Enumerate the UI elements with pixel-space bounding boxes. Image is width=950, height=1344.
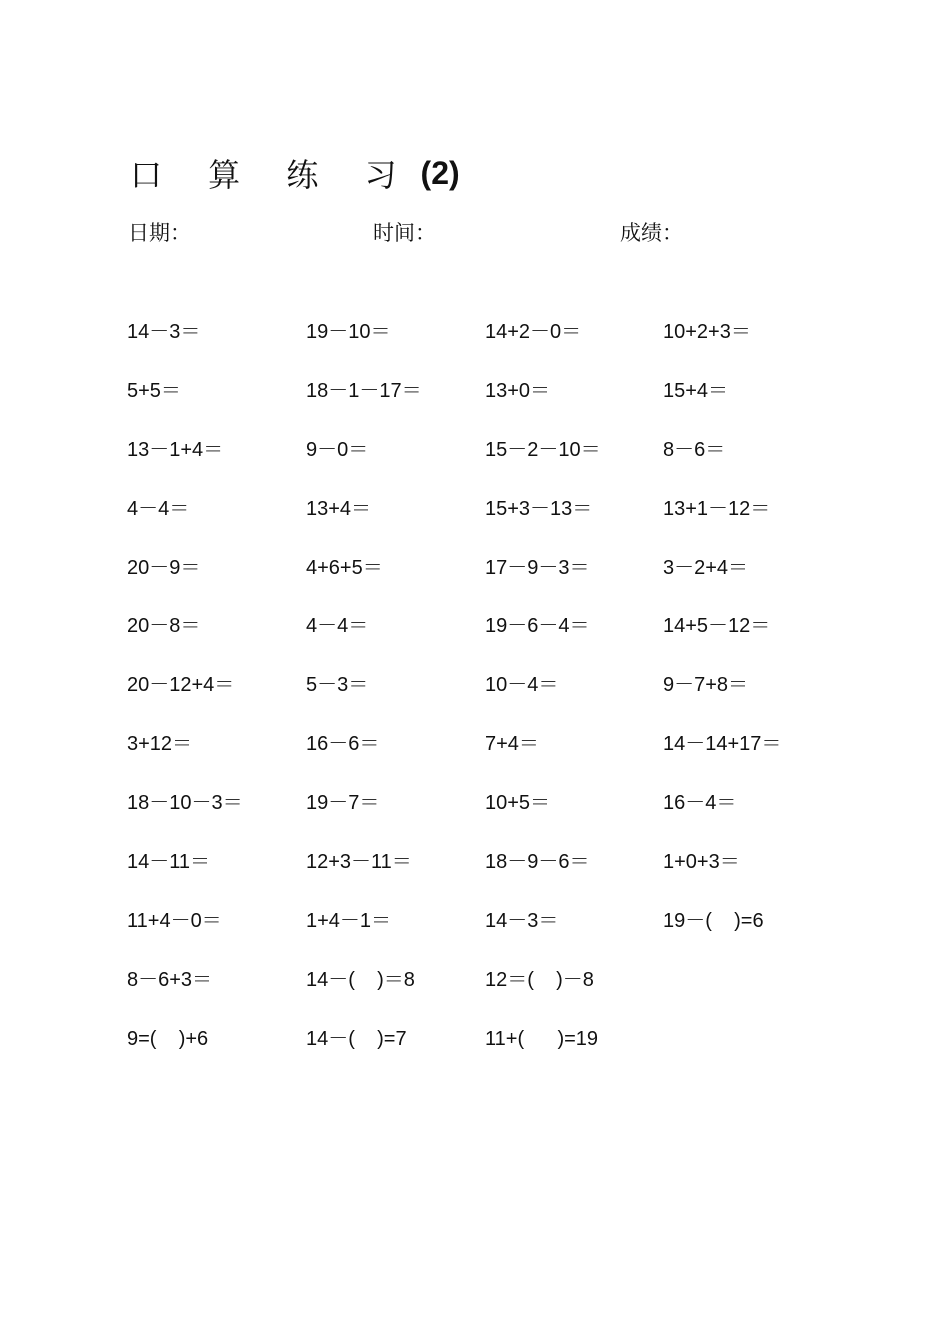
arithmetic-problem: 5－3＝ <box>306 674 369 697</box>
arithmetic-problem: 14－14+17＝ <box>663 733 782 756</box>
arithmetic-problem: 13+4＝ <box>306 497 372 520</box>
score-label: 成绩： <box>620 221 683 245</box>
title-number: (2) <box>420 154 460 191</box>
arithmetic-problem: 4－4＝ <box>306 615 369 638</box>
arithmetic-problem: 8－6＝ <box>663 438 726 461</box>
arithmetic-problem: 19－10＝ <box>306 321 391 343</box>
arithmetic-problem: 12＝( )－8 <box>485 968 594 991</box>
arithmetic-problem: 14－3＝ <box>127 321 201 343</box>
arithmetic-problem: 20－12+4＝ <box>127 674 235 697</box>
problem-grid <box>127 316 847 1082</box>
arithmetic-problem: 20－9＝ <box>127 556 201 579</box>
arithmetic-problem: 14－3＝ <box>485 909 559 932</box>
arithmetic-problem: 11+( )=19 <box>485 1027 599 1050</box>
arithmetic-problem: 10+5＝ <box>485 792 551 815</box>
arithmetic-problem: 14+5－12＝ <box>663 615 771 638</box>
arithmetic-problem: 1+0+3＝ <box>663 851 740 874</box>
arithmetic-problem: 16－6＝ <box>306 733 380 756</box>
arithmetic-problem <box>663 1023 847 1082</box>
arithmetic-problem: 8－6+3＝ <box>127 968 213 991</box>
arithmetic-problem: 19－( )=6 <box>663 909 764 932</box>
arithmetic-problem: 13+0＝ <box>485 379 551 402</box>
arithmetic-problem: 18－10－3＝ <box>127 792 243 815</box>
arithmetic-problem: 4+6+5＝ <box>306 556 383 579</box>
arithmetic-problem: 3+12＝ <box>127 733 193 756</box>
arithmetic-problem: 5+5＝ <box>127 379 181 402</box>
arithmetic-problem: 18－1－17＝ <box>306 379 422 402</box>
arithmetic-problem: 14－11＝ <box>127 851 211 874</box>
arithmetic-problem: 1+4－1＝ <box>306 909 392 932</box>
arithmetic-problem: 10+2+3＝ <box>663 321 751 343</box>
arithmetic-problem: 13－1+4＝ <box>127 438 224 461</box>
arithmetic-problem: 10－4＝ <box>485 674 559 697</box>
arithmetic-problem: 18－9－6＝ <box>485 851 590 874</box>
arithmetic-problem: 14+2－0＝ <box>485 321 582 343</box>
arithmetic-problem: 4－4＝ <box>127 497 190 520</box>
time-label: 时间： <box>373 221 436 245</box>
arithmetic-problem: 9=( )+6 <box>127 1027 209 1050</box>
arithmetic-problem: 16－4＝ <box>663 792 737 815</box>
arithmetic-problem: 15－2－10＝ <box>485 438 601 461</box>
arithmetic-problem: 20－8＝ <box>127 615 201 638</box>
arithmetic-problem: 15+3－13＝ <box>485 497 593 520</box>
title-text: 口 算 练 习 <box>130 156 415 194</box>
arithmetic-problem: 15+4＝ <box>663 379 729 402</box>
arithmetic-problem: 9－7+8＝ <box>663 674 749 697</box>
arithmetic-problem <box>663 964 847 1023</box>
arithmetic-problem: 14－( )=7 <box>306 1027 407 1050</box>
arithmetic-problem: 19－6－4＝ <box>485 615 590 638</box>
arithmetic-problem: 13+1－12＝ <box>663 497 771 520</box>
arithmetic-problem: 19－7＝ <box>306 792 380 815</box>
arithmetic-problem: 7+4＝ <box>485 733 539 756</box>
arithmetic-problem: 9－0＝ <box>306 438 369 461</box>
arithmetic-problem: 17－9－3＝ <box>485 556 590 579</box>
arithmetic-problem: 14－( )＝8 <box>306 968 415 991</box>
arithmetic-problem: 11+4－0＝ <box>127 909 222 932</box>
date-label: 日期： <box>128 221 191 245</box>
arithmetic-problem: 3－2+4＝ <box>663 556 749 579</box>
arithmetic-problem: 12+3－11＝ <box>306 851 412 874</box>
worksheet-title <box>130 150 460 196</box>
